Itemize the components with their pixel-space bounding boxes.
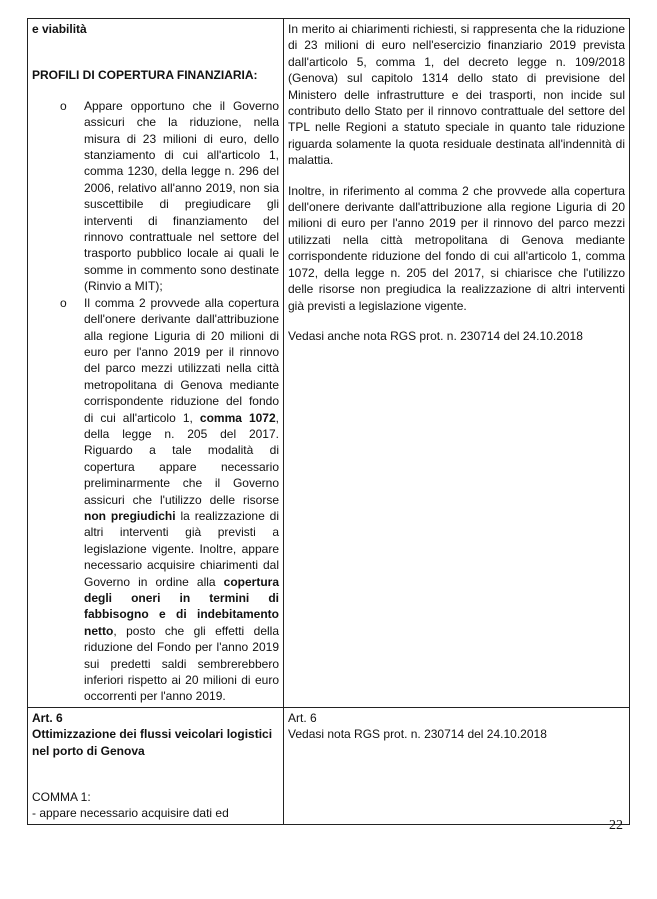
comma-label: COMMA 1: <box>32 790 91 805</box>
bold-text: comma 1072 <box>199 410 276 425</box>
page-number: 22 <box>609 818 623 833</box>
heading-continuation: e viabilità <box>32 22 87 36</box>
bullet-marker: o <box>60 295 67 310</box>
right-cell-response <box>284 19 630 708</box>
bullet-text: , della legge n. 205 del 2017. Riguardo a tale modalità di copertura appare necessario preliminarmente che il Governo assicuri che l'utilizzo delle risorse <box>84 410 279 507</box>
comma-text: - appare necessario acquisire dati ed <box>32 806 229 821</box>
section-title: PROFILI DI COPERTURA FINANZIARIA: <box>32 68 258 83</box>
response-paragraph: Inoltre, in riferimento al comma 2 che provvede alla copertura dell'onere derivante dall'attribuzione alla regione Liguria di 20 milioni di euro per l'anno 2019 per il rinnovo del parco mezzi utilizzati nella città metropolitana di Genova mediante corrispondente riduzione del fondo di cui all'articolo 1, comma 1072, della legge n. 205 del 2017, si chiarisce che l'utilizzo delle risorse non pregiudica la realizzazione di altri interventi già previsti a legislazione vigente. <box>288 183 625 313</box>
bullet-item <box>32 295 279 705</box>
bullet-list <box>32 98 279 705</box>
article-number: Art. 6 <box>288 710 317 725</box>
article-note: Vedasi nota RGS prot. n. 230714 del 24.10.2018 <box>288 727 547 742</box>
right-cell-article <box>284 707 630 824</box>
bold-text: copertura degli oneri in termini di fabbisogno e di indebitamento netto <box>84 574 279 638</box>
bullet-text: la realizzazione di altri interventi già previsti a legislazione vigente. Inoltre, appare necessario acquisire chiarimenti dal Governo in ordine alla <box>84 508 280 589</box>
bold-text: non pregiudichi <box>84 508 176 523</box>
response-paragraph: In merito ai chiarimenti richiesti, si rappresenta che la riduzione di 23 milioni di euro nell'esercizio finanziario 2019 prevista dall'articolo 5, comma 1, del decreto legge n. 109/2018 (Genova) sul capitolo 1314 dello stato di previsione del Ministero delle infrastrutture e dei trasporti, non incide sul contributo dello Stato per il rinnovo contrattuale del settore del TPL nelle Regioni a statuto speciale in quanto tale riduzione riguarda solamente la quota residuale destinata all'indennità di malattia. <box>288 22 625 168</box>
document-table <box>27 18 630 825</box>
bullet-text: Appare opportuno che il Governo assicuri che la riduzione, nella misura di 23 milioni di euro, dello stanziamento di cui all'articolo 1, comma 1230, della legge n. 296 del 2006, relativo all'anno 2019, non sia suscettibile di pregiudicare gli interventi di finanziamento del rinnovo contrattuale nel settore del trasporto pubblico locale ai quali le somme in commento sono destinate (Rinvio a MIT); <box>84 98 279 294</box>
left-cell-article <box>28 707 284 824</box>
bullet-text: Il comma 2 provvede alla copertura dell'onere derivante dall'attribuzione alla regione Liguria di 20 milioni di euro per l'anno 2019 per il rinnovo del parco mezzi utilizzati nella città metropolitana di Genova mediante corrispondente riduzione del fondo di cui all'articolo 1, <box>84 295 279 425</box>
bullet-text: , posto che gli effetti della riduzione del Fondo per l'anno 2019 sui predetti saldi sembrerebbero inferiori rispetto ai 20 milioni di euro occorrenti per l'anno 2019. <box>84 623 279 704</box>
bullet-item <box>32 98 279 295</box>
left-cell-coverage <box>28 19 284 708</box>
table-row <box>28 707 630 824</box>
response-paragraph: Vedasi anche nota RGS prot. n. 230714 del 24.10.2018 <box>288 328 583 343</box>
article-number: Art. 6 <box>32 710 63 725</box>
bullet-marker: o <box>60 98 67 113</box>
article-title: Ottimizzazione dei flussi veicolari logistici nel porto di Genova <box>32 727 273 758</box>
table-row <box>28 19 630 708</box>
